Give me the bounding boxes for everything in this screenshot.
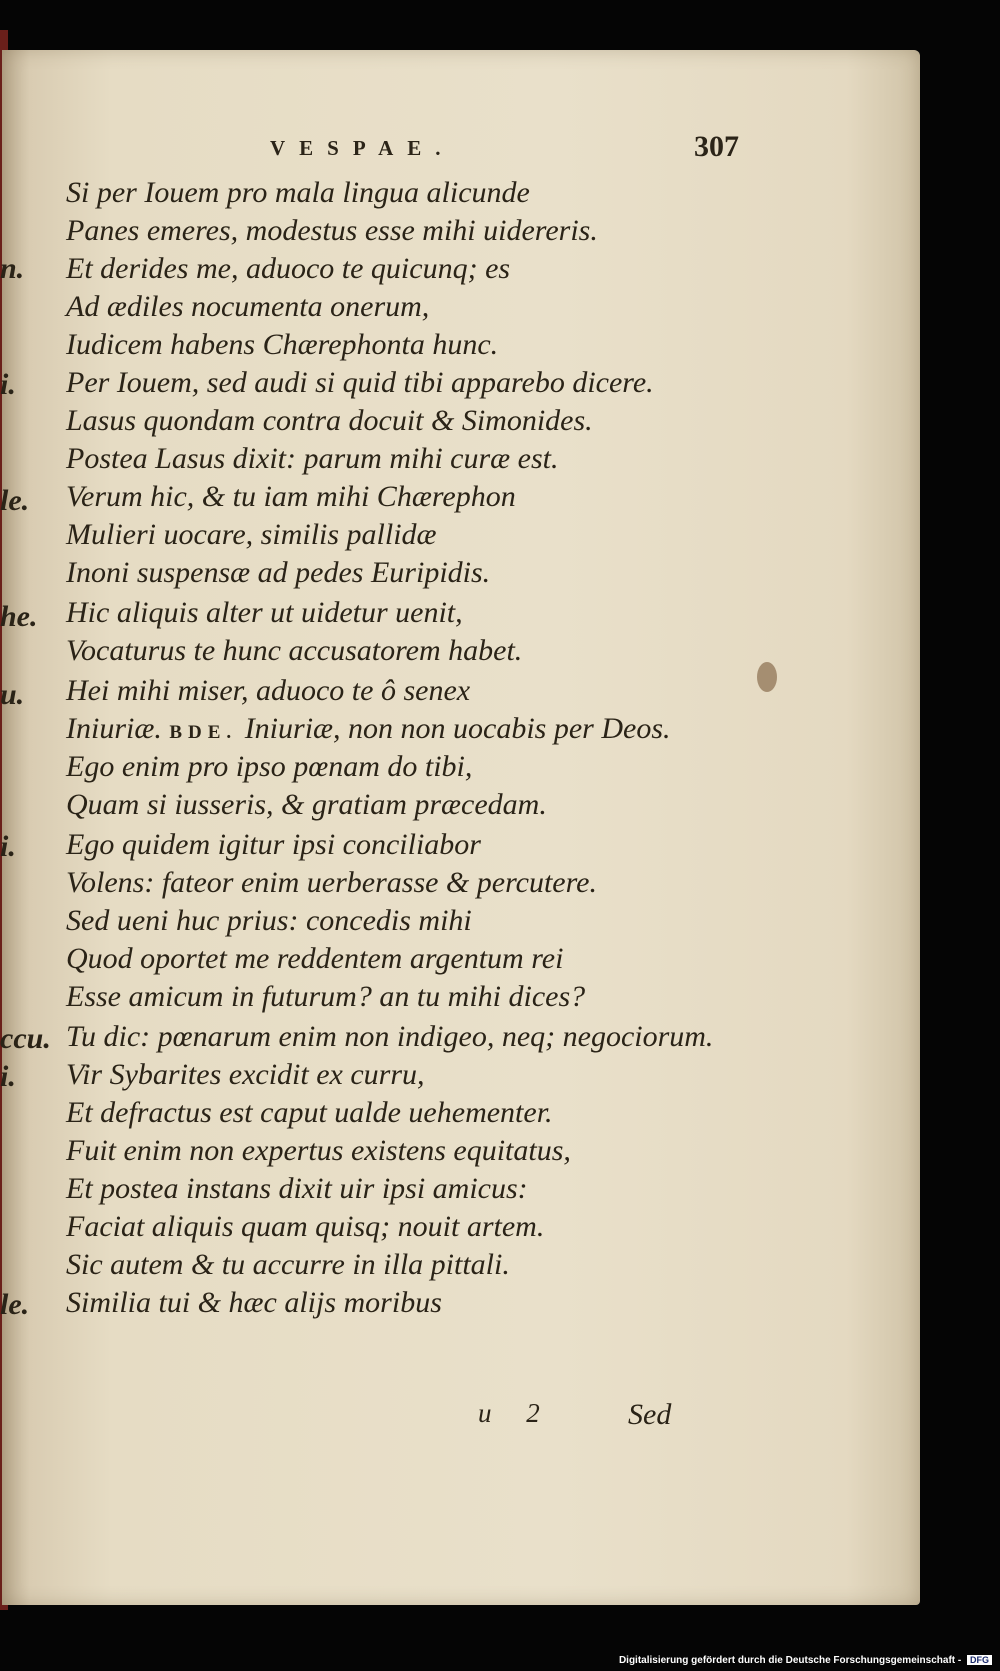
speaker-tag: i. xyxy=(0,368,16,401)
speaker-tag: he. xyxy=(0,600,38,633)
text-line: Per Iouem, sed audi si quid tibi apparebo dicere. xyxy=(66,366,654,399)
speaker-tag: le. xyxy=(0,1288,30,1321)
text-line: Quod oportet me reddentem argentum rei xyxy=(66,942,564,975)
text-line: Lasus quondam contra docuit & Simonides. xyxy=(66,404,593,437)
text-line: Ad ædiles nocumenta onerum, xyxy=(66,290,430,323)
text-line: Fuit enim non expertus existens equitatus, xyxy=(66,1134,571,1167)
text-line: Iudicem habens Chærephonta hunc. xyxy=(66,328,499,361)
running-title: VESPAE. xyxy=(270,136,455,160)
text-line: Sed ueni huc prius: concedis mihi xyxy=(66,904,472,937)
inline-speaker: BDE. xyxy=(169,722,238,743)
speaker-tag: le. xyxy=(0,484,30,517)
text-line: Hei mihi miser, aduoco te ô senex xyxy=(66,674,471,707)
text-line: Vocaturus te hunc accusatorem habet. xyxy=(66,634,523,667)
text-line: Quam si iusseris, & gratiam præcedam. xyxy=(66,788,547,821)
digitization-credit xyxy=(619,1655,992,1666)
paper-stain xyxy=(757,662,777,692)
text-line: Tu dic: pœnarum enim non indigeo, neq; negociorum. xyxy=(66,1020,714,1053)
text-line: Vir Sybarites excidit ex curru, xyxy=(66,1058,425,1091)
speaker-tag: i. xyxy=(0,830,16,863)
page-number: 307 xyxy=(694,130,739,163)
text-line: Verum hic, & tu iam mihi Chærephon xyxy=(66,480,516,513)
text-fragment: Iniuriæ. xyxy=(66,712,162,745)
signature-mark: u 2 xyxy=(478,1398,554,1428)
text-fragment: Iniuriæ, non non uocabis per Deos. xyxy=(244,712,671,745)
text-line: Mulieri uocare, similis pallidæ xyxy=(66,518,437,551)
text-line: Postea Lasus dixit: parum mihi curæ est. xyxy=(66,442,559,475)
text-line: Et derides me, aduoco te quicunq; es xyxy=(66,252,511,285)
dfg-logo: DFG xyxy=(967,1655,992,1665)
text-line: Esse amicum in futurum? an tu mihi dices? xyxy=(66,980,586,1013)
text-line: Faciat aliquis quam quisq; nouit artem. xyxy=(66,1210,545,1243)
speaker-tag: ccu. xyxy=(0,1022,51,1055)
speaker-tag: i. xyxy=(0,1060,16,1093)
catchword: Sed xyxy=(628,1398,672,1431)
text-line: Sic autem & tu accurre in illa pittali. xyxy=(66,1248,510,1281)
text-line: Et defractus est caput ualde uehementer. xyxy=(66,1096,553,1129)
text-line-with-speaker xyxy=(66,712,671,746)
text-line: Ego quidem igitur ipsi conciliabor xyxy=(66,828,481,861)
credit-text: Digitalisierung gefördert durch die Deutsche Forschungsgemeinschaft - xyxy=(618,1655,962,1666)
text-line: Volens: fateor enim uerberasse & percutere. xyxy=(66,866,597,899)
text-line: Hic aliquis alter ut uidetur uenit, xyxy=(66,596,463,629)
text-line: Panes emeres, modestus esse mihi uidereris. xyxy=(66,214,598,247)
text-line: Inoni suspensæ ad pedes Euripidis. xyxy=(66,556,491,589)
text-line: Si per Iouem pro mala lingua alicunde xyxy=(66,176,530,209)
text-line: Similia tui & hæc alijs moribus xyxy=(66,1286,442,1319)
speaker-tag: u. xyxy=(0,678,25,711)
text-line: Ego enim pro ipso pœnam do tibi, xyxy=(66,750,473,783)
speaker-tag: n. xyxy=(0,252,25,285)
text-line: Et postea instans dixit uir ipsi amicus: xyxy=(66,1172,528,1205)
